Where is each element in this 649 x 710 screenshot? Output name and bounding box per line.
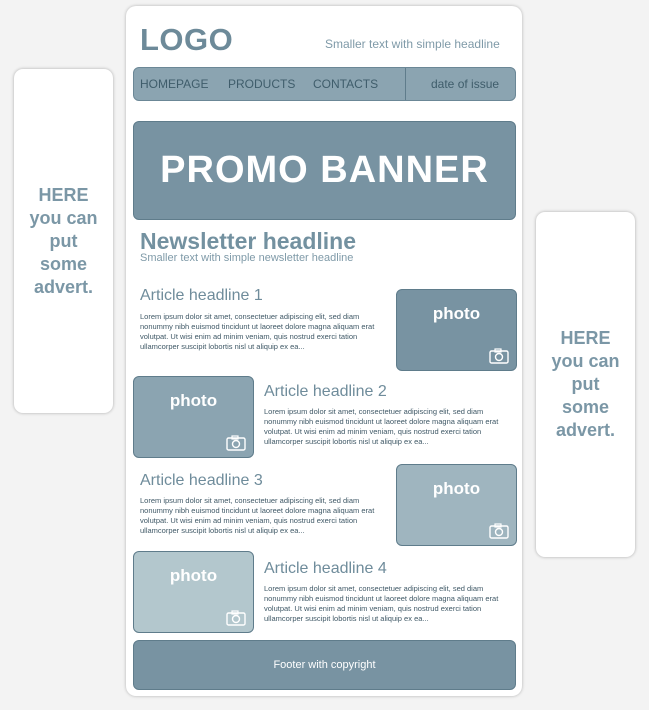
newsletter-headline: Newsletter headline [140, 228, 357, 254]
nav-date-of-issue: date of issue [431, 77, 500, 91]
promo-banner[interactable] [133, 121, 516, 220]
article-headline-4[interactable]: Article headline 4 [264, 560, 387, 577]
photo-label: photo [169, 391, 218, 410]
article-photo-2[interactable] [133, 376, 254, 458]
photo-label: photo [432, 479, 481, 498]
article-headline-1[interactable]: Article headline 1 [140, 287, 263, 304]
nav-item-products[interactable]: PRODUCTS [228, 77, 296, 91]
camera-icon [226, 610, 246, 626]
left-advert-panel[interactable] [14, 69, 113, 413]
right-advert-panel[interactable] [536, 212, 635, 557]
photo-label: photo [169, 566, 218, 585]
nav-item-contacts[interactable]: CONTACTS [313, 77, 379, 91]
left-advert-text: HERE you can put some advert. [29, 184, 98, 297]
promo-banner-text: PROMO BANNER [160, 149, 489, 191]
article-body-3: Lorem ipsum dolor sit amet, consectetuer adipiscing elit, sed diam nonummy nibh euismod tincidunt ut laoreet dolore magna aliquam erat volutpat. Ut wisi enim ad minim veniam, quis nostrud exerci tation ullamcorper suscipit lobortis nisl ut aliquip ex ea... [140, 496, 375, 535]
footer [133, 640, 516, 690]
photo-label: photo [432, 304, 481, 323]
header-tagline: Smaller text with simple headline [325, 37, 500, 51]
right-advert-text: HERE you can put some advert. [551, 328, 620, 440]
camera-icon [489, 348, 509, 364]
article-photo-4[interactable] [133, 551, 254, 633]
nav-divider [405, 68, 406, 100]
newsletter-subheadline: Smaller text with simple newsletter headline [140, 252, 354, 264]
article-photo-3[interactable] [396, 464, 517, 546]
footer-copyright: Footer with copyright [273, 659, 376, 671]
camera-icon [226, 435, 246, 451]
camera-icon [489, 523, 509, 539]
article-headline-2[interactable]: Article headline 2 [264, 383, 387, 400]
logo[interactable]: LOGO [140, 22, 234, 57]
article-body-4: Lorem ipsum dolor sit amet, consectetuer adipiscing elit, sed diam nonummy nibh euismod tincidunt ut laoreet dolore magna aliquam erat volutpat. Ut wisi enim ad minim veniam, quis nostrud exerci tation ullamcorper suscipit lobortis nisl ut aliquip ex ea... [264, 584, 499, 623]
article-body-1: Lorem ipsum dolor sit amet, consectetuer adipiscing elit, sed diam nonummy nibh euismod tincidunt ut laoreet dolore magna aliquam erat volutpat. Ut wisi enim ad minim veniam, quis nostrud exerci tation ullamcorper suscipit lobortis nisl ut aliquip ex ea... [140, 312, 375, 351]
nav-item-homepage[interactable]: HOMEPAGE [140, 77, 209, 91]
nav-bar [133, 67, 516, 101]
article-photo-1[interactable] [396, 289, 517, 371]
article-body-2: Lorem ipsum dolor sit amet, consectetuer adipiscing elit, sed diam nonummy nibh euismod tincidunt ut laoreet dolore magna aliquam erat volutpat. Ut wisi enim ad minim veniam, quis nostrud exerci tation ullamcorper suscipit lobortis nisl ut aliquip ex ea... [264, 407, 499, 446]
article-headline-3[interactable]: Article headline 3 [140, 472, 263, 489]
